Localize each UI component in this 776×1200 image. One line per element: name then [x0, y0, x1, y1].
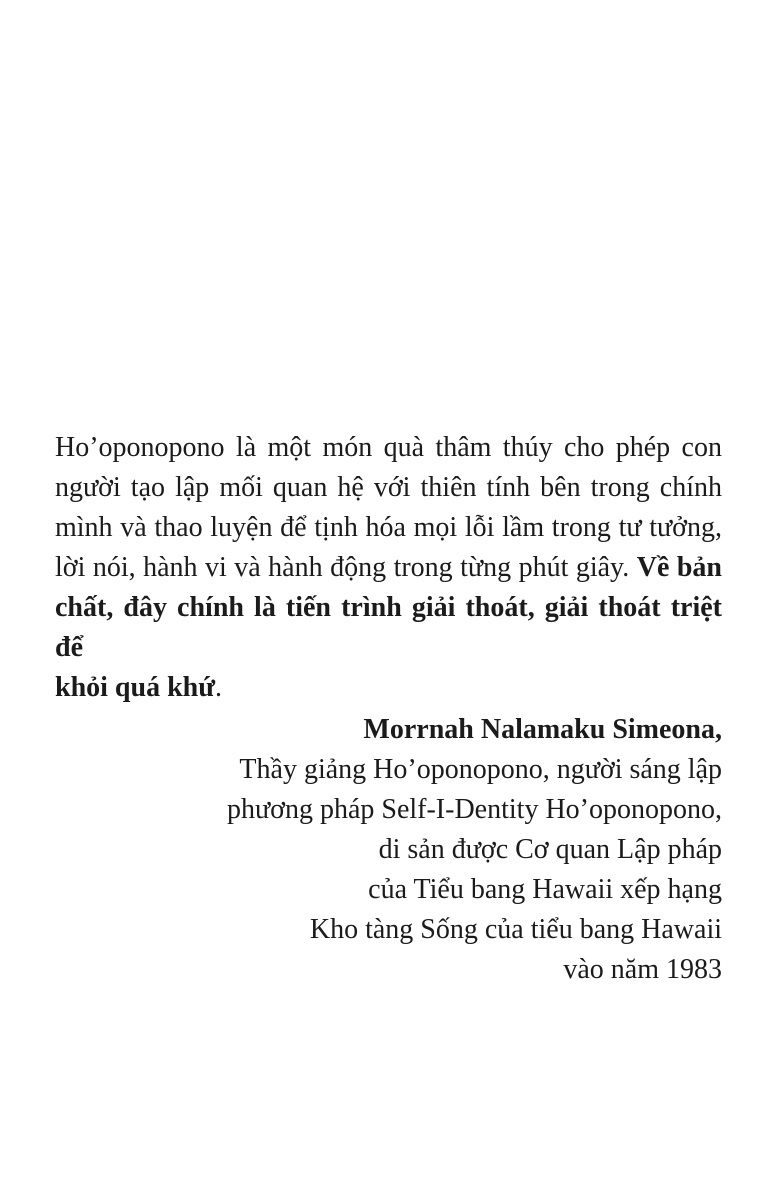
quote-line [55, 588, 722, 668]
quote-line [55, 428, 722, 468]
attribution-line: di sản được Cơ quan Lập pháp [378, 834, 722, 865]
quote-text: . [215, 672, 223, 703]
quote-line [55, 668, 722, 708]
attribution-name: Morrnah Nalamaku Simeona, [363, 714, 722, 745]
quote-text: người tạo lập mối quan hệ với thiên tính bên trong chính [55, 472, 722, 503]
quote-text: mình và thao luyện để tịnh hóa mọi lỗi lầm trong tư tưởng, [55, 512, 722, 543]
attribution-line: của Tiểu bang Hawaii xếp hạng [368, 874, 722, 905]
attribution-line: Kho tàng Sống của tiểu bang Hawaii [309, 914, 722, 945]
attribution-line: Thầy giảng Ho’oponopono, người sáng lập [239, 754, 722, 785]
quote-text-bold: chất, đây chính là tiến trình giải thoát, giải thoát triệt để [55, 592, 722, 663]
quote-text-bold: Về bản [636, 552, 722, 583]
attribution-block [55, 710, 722, 990]
quote-block [55, 428, 722, 990]
quote-line [55, 548, 722, 588]
attribution-line: vào năm 1983 [563, 954, 722, 985]
attribution-line: phương pháp Self-I-Dentity Ho’oponopono, [226, 794, 722, 825]
quote-text: lời nói, hành vi và hành động trong từng phút giây. [55, 552, 637, 583]
quote-text-bold: khỏi quá khứ [55, 672, 216, 703]
quote-line [55, 508, 722, 548]
quote-line [55, 468, 722, 508]
quote-text: Ho’oponopono là một món quà thâm thúy cho phép con [55, 432, 722, 463]
